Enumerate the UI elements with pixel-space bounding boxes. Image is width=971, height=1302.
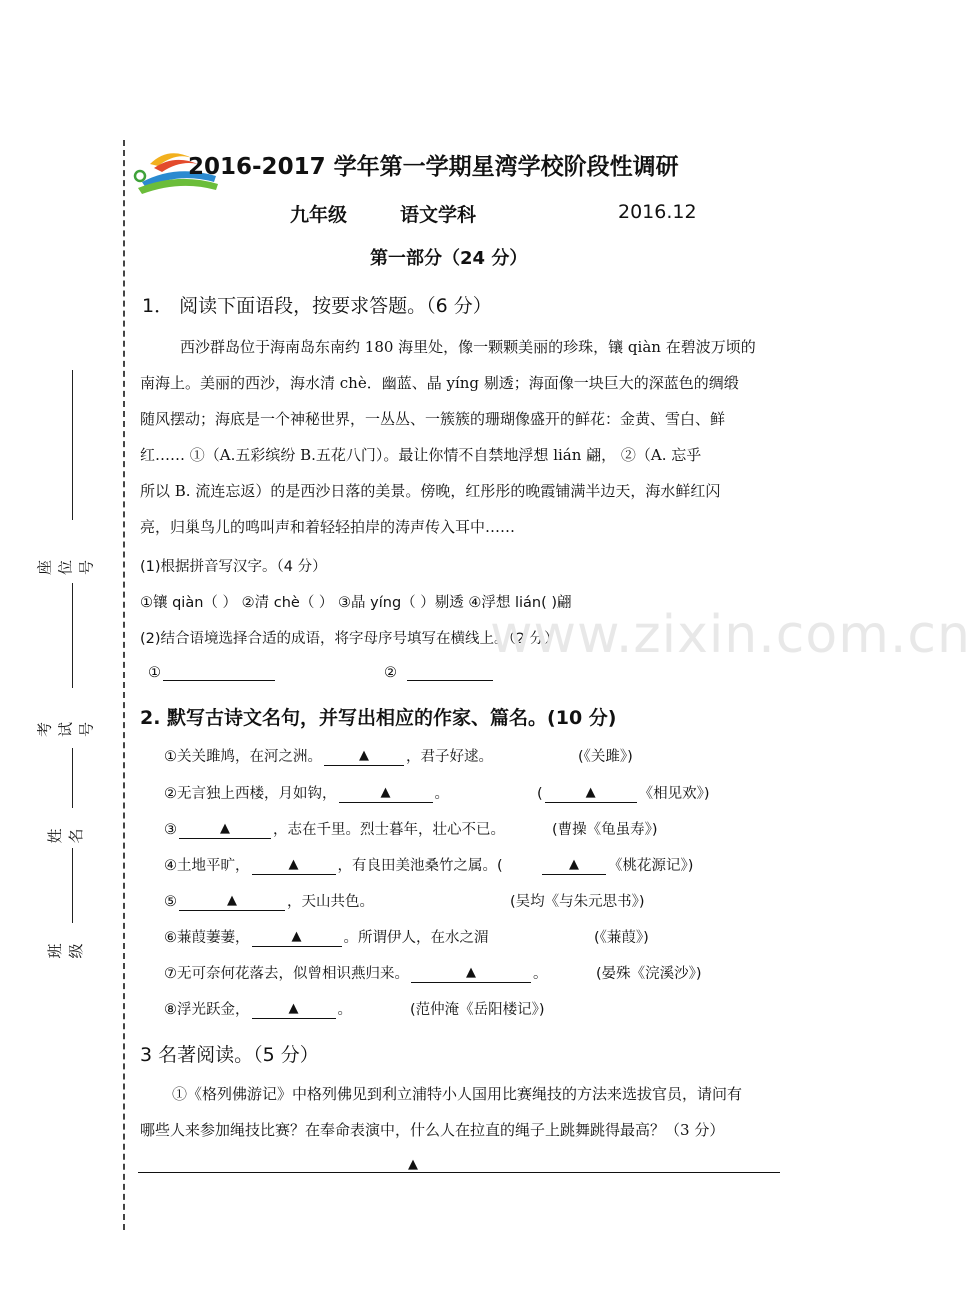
q1-passage-line: 南海上。美丽的西沙，海水清 chè．幽蓝、晶 yíng 剔透；海面像一块巨大的深蓝色的绸缎	[140, 374, 739, 392]
fill-blank[interactable]: ▲	[339, 784, 433, 803]
subject-label: 语文学科	[400, 204, 477, 226]
fill-blank-author[interactable]: ▲	[545, 784, 637, 803]
q2-source: (曹操《龟虽寿》)	[552, 822, 658, 838]
q2-item: ②无言独上西楼，月如钩， ▲ 。	[164, 785, 449, 802]
binding-dashed-line	[123, 140, 125, 1230]
q1-passage-line: 所以 B. 流连忘返）的是西沙日落的美景。傍晚，红彤彤的晚霞铺满半边天，海水鲜红闪	[140, 482, 721, 500]
q1-sub1-items[interactable]: ①镶 qiàn（ ） ②清 chè（ ） ③晶 yíng（ ）剔透 ④浮想 lián( )翩	[140, 595, 572, 611]
q2-source: ▲ 《桃花源记》)	[540, 854, 693, 875]
q2-source: (晏殊《浣溪沙》)	[596, 966, 702, 982]
blank1-label: ①	[148, 665, 161, 681]
fill-blank[interactable]: ▲	[252, 856, 336, 875]
q1-passage-line: 红…… ①（A.五彩缤纷 B.五花八门）。最让你情不自禁地浮想 lián 翩， ②（A. 忘乎	[140, 446, 702, 464]
seat-number-field[interactable]	[72, 370, 73, 520]
exam-number-label: 考试号	[35, 722, 96, 738]
q1-answer-row-2	[384, 662, 495, 681]
q2-source: (《关雎》)	[578, 749, 633, 765]
class-field[interactable]	[72, 848, 73, 923]
q2-item: ⑦无可奈何花落去，似曾相识燕归来。 ▲ 。	[164, 965, 548, 982]
q1-passage-line: 西沙群岛位于海南岛东南约 180 海里处，像一颗颗美丽的珍珠，镶 qiàn 在碧波万顷的	[180, 338, 756, 356]
q2-source: (《蒹葭》)	[594, 930, 649, 946]
name-label: 姓名	[46, 828, 85, 844]
q1-answer-row	[148, 662, 277, 681]
q1-heading: 1． 阅读下面语段，按要求答题。（6 分）	[142, 295, 492, 317]
watermark: www.zixin.com.cn	[490, 605, 971, 665]
blank2-label: ②	[384, 665, 397, 681]
fill-blank[interactable]: ▲	[252, 1000, 336, 1019]
q2-source: ( ▲ 《相见欢》)	[537, 785, 710, 802]
fill-blank[interactable]: ▲	[252, 928, 342, 947]
q2-item: ③ ▲ ，志在千里。烈士暮年，壮心不已。	[164, 821, 505, 838]
class-label: 班级	[46, 943, 85, 959]
q2-item: ⑥蒹葭萋萋， ▲ 。所谓伊人，在水之湄	[164, 929, 489, 946]
exam-title: 2016-2017 学年第一学期星湾学校阶段性调研	[188, 154, 679, 180]
part-title: 第一部分（24 分）	[370, 248, 528, 269]
q3-answer-marker: ▲	[408, 1157, 418, 1172]
q1-passage-line: 随风摆动；海底是一个神秘世界，一丛丛、一簇簇的珊瑚像盛开的鲜花：金黄、雪白、鲜	[140, 410, 726, 428]
q3-line: 哪些人来参加绳技比赛？在奉命表演中，什么人在拉直的绳子上跳舞跳得最高？（3 分）	[140, 1121, 725, 1139]
q2-item: ⑧浮光跃金， ▲ 。	[164, 1001, 352, 1018]
q1-sub2-prompt: (2)结合语境选择合适的成语，将字母序号填写在横线上。（2 分）	[140, 631, 559, 647]
q2-source: (吴均《与朱元思书》)	[510, 894, 645, 910]
name-field[interactable]	[72, 748, 73, 808]
fill-blank[interactable]: ▲	[411, 964, 531, 983]
q3-answer-line[interactable]	[138, 1172, 780, 1173]
fill-blank[interactable]: ▲	[179, 892, 285, 911]
fill-blank-author[interactable]: ▲	[542, 856, 606, 875]
q2-source: (范仲淹《岳阳楼记》)	[410, 1002, 545, 1018]
q3-heading: 3 名著阅读。（5 分）	[140, 1044, 319, 1066]
grade-label: 九年级	[290, 204, 348, 226]
fill-blank[interactable]: ▲	[324, 747, 404, 766]
q1-sub1-prompt: (1)根据拼音写汉字。（4 分）	[140, 559, 327, 575]
q2-item: ①关关雎鸠，在河之洲。 ▲ ，君子好逑。	[164, 748, 493, 765]
answer-blank-2[interactable]	[407, 662, 493, 681]
q1-passage-line: 亮，归巢鸟儿的鸣叫声和着轻轻拍岸的涛声传入耳中……	[140, 518, 516, 536]
fill-blank[interactable]: ▲	[179, 820, 271, 839]
q2-item: ⑤ ▲ ，天山共色。	[164, 893, 374, 910]
answer-blank-1[interactable]	[163, 662, 275, 681]
q2-heading: 2. 默写古诗文名句，并写出相应的作家、篇名。(10 分)	[140, 707, 617, 729]
q2-item: ④土地平旷， ▲ ，有良田美池桑竹之属。(	[164, 857, 503, 874]
exam-date: 2016.12	[618, 201, 697, 223]
exam-number-field[interactable]	[72, 583, 73, 688]
seat-number-label: 座位号	[35, 560, 96, 576]
q3-line: ①《格列佛游记》中格列佛见到利立浦特小人国用比赛绳技的方法来选拔官员，请问有	[172, 1085, 743, 1103]
